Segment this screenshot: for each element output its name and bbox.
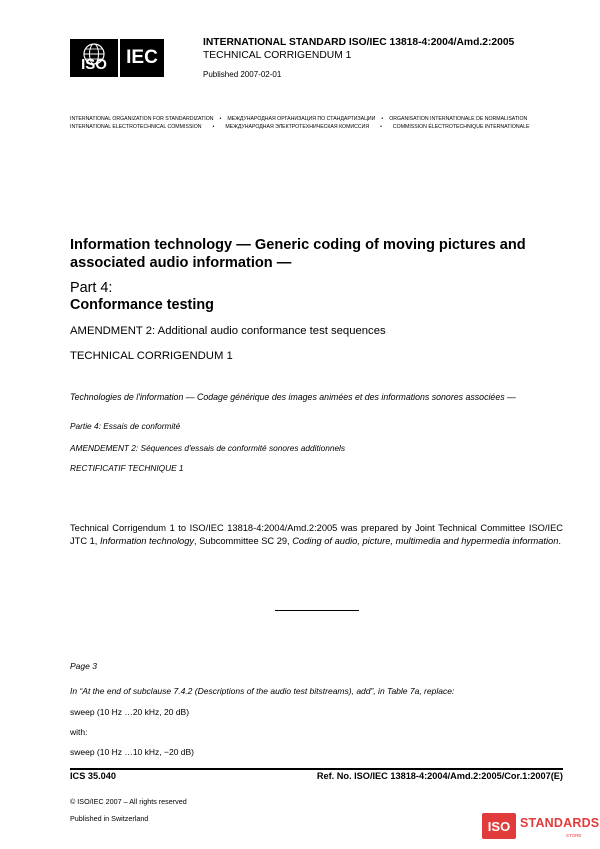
store-tag: STORE <box>566 833 582 838</box>
published-in: Published in Switzerland <box>70 814 149 823</box>
foreword-text: . <box>558 536 561 546</box>
store-iso-logo: ISO <box>482 813 516 839</box>
iso-logo <box>70 39 118 77</box>
document-title: Information technology — Generic coding of moving pictures and associated audio information — <box>70 237 526 271</box>
french-title: Technologies de l'information — Codage générique des images animées et des informations sonores associées — <box>70 392 516 402</box>
french-amendment: AMENDEMENT 2: Séquences d'essais de conformité sonores additionnels <box>70 443 346 453</box>
bullet-separator: • <box>381 116 384 122</box>
bullet-separator: • <box>212 124 215 130</box>
copyright: © ISO/IEC 2007 – All rights reserved <box>70 797 187 806</box>
ics-code: ICS 35.040 <box>70 771 116 781</box>
french-part: Partie 4: Essais de conformité <box>70 421 181 431</box>
organization-line-2 <box>70 124 529 130</box>
committee-name: Information technology <box>99 536 195 546</box>
store-name: STANDARDS <box>520 816 600 830</box>
iso-logo-text: ISO <box>81 55 107 73</box>
old-text: sweep (10 Hz …20 kHz, 20 dB) <box>70 707 190 717</box>
published-date: Published 2007-02-01 <box>203 70 282 79</box>
part-label: Part 4: <box>70 280 113 296</box>
subcommittee-name: Coding of audio, picture, multimedia and hypermedia information <box>292 536 559 546</box>
footer-rule <box>70 768 563 770</box>
standards-store-badge[interactable] <box>482 813 600 843</box>
org-name: МЕЖДУНАРОДНАЯ ОРГАНИЗАЦИЯ ПО СТАНДАРТИЗАЦИИ <box>227 116 376 122</box>
org-name: ORGANISATION INTERNATIONALE DE NORMALISATION <box>389 116 528 122</box>
new-text: sweep (10 Hz …10 kHz, −20 dB) <box>70 747 195 757</box>
iec-logo <box>120 39 164 77</box>
foreword-paragraph <box>70 522 563 548</box>
foreword-text: , Subcommittee SC 29, <box>194 536 293 546</box>
org-name: INTERNATIONAL ELECTROTECHNICAL COMMISSION <box>70 124 202 130</box>
with-label: with: <box>70 727 88 737</box>
bullet-separator: • <box>380 124 382 130</box>
standard-title: INTERNATIONAL STANDARD ISO/IEC 13818-4:2004/Amd.2:2005 <box>203 37 515 48</box>
org-name: INTERNATIONAL ORGANIZATION FOR STANDARDIZATION <box>70 116 214 122</box>
french-rectificatif: RECTIFICATIF TECHNIQUE 1 <box>70 463 184 473</box>
org-name: МЕЖДУНАРОДНАЯ ЭЛЕКТРОТЕХНИЧЕСКАЯ КОМИССИЯ <box>225 124 370 130</box>
page-reference: Page 3 <box>70 661 97 671</box>
bullet-separator: • <box>219 116 222 122</box>
foreword-text: Technical Corrigendum 1 to ISO/IEC 13818-4:2004/Amd.2:2005 was prepared by Joint Technical Committee ISO/IEC JTC 1, <box>70 523 563 546</box>
organization-line-1 <box>70 116 527 122</box>
reference-number: Ref. No. ISO/IEC 13818-4:2004/Amd.2:2005/Cor.1:2007(E) <box>316 771 563 781</box>
separator-rule <box>275 610 359 611</box>
standard-subtitle: TECHNICAL CORRIGENDUM 1 <box>203 50 352 61</box>
correction-instruction: In “At the end of subclause 7.4.2 (Descriptions of the audio test bitstreams), add”, in Table 7a, replace: <box>70 686 455 696</box>
globe-icon <box>70 39 118 77</box>
iec-logo-text: IEC <box>126 47 158 68</box>
amendment-title: AMENDMENT 2: Additional audio conformance test sequences <box>70 325 386 337</box>
corrigendum-title: TECHNICAL CORRIGENDUM 1 <box>70 350 233 362</box>
part-name: Conformance testing <box>70 297 214 313</box>
org-name: COMMISSION ÉLECTROTECHNIQUE INTERNATIONALE <box>392 124 530 130</box>
